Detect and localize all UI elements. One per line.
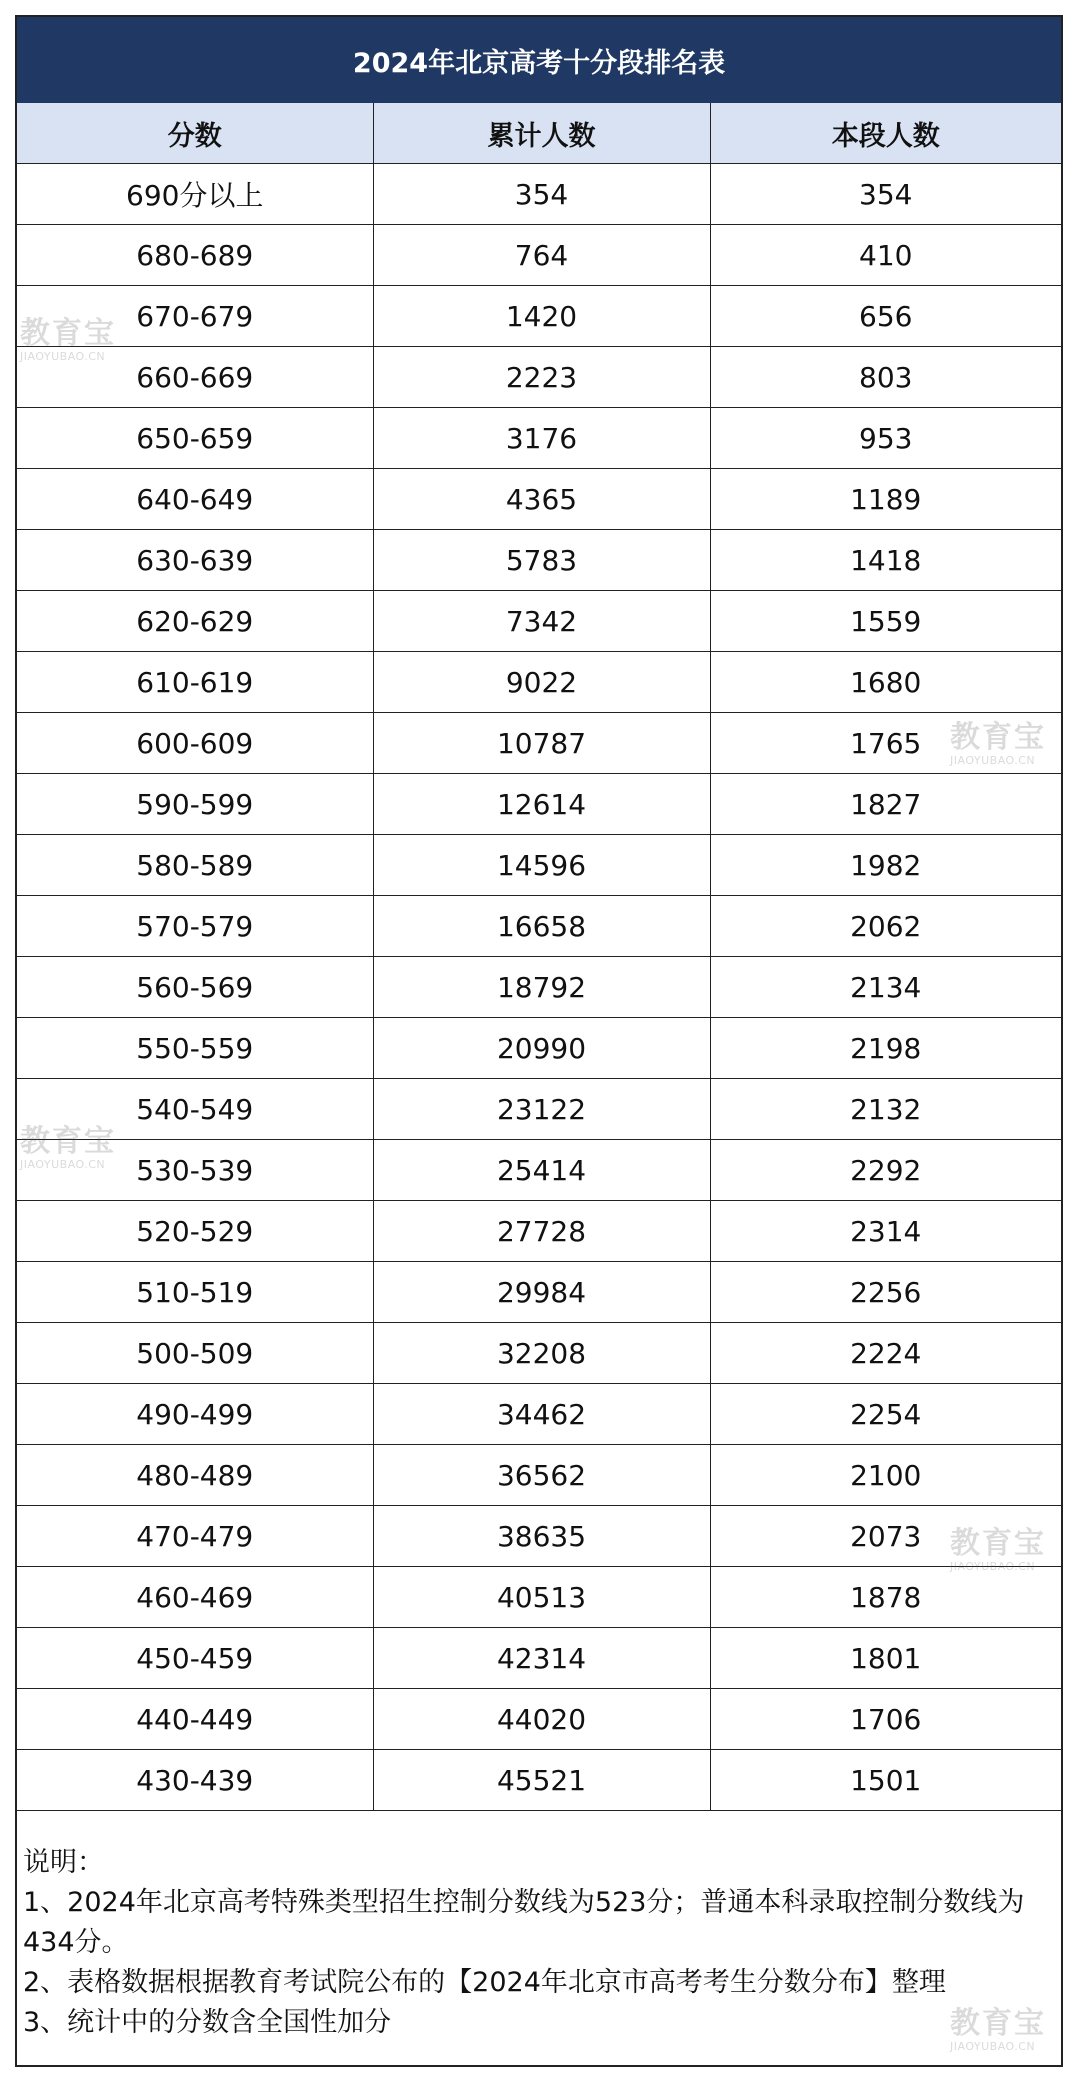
score-cell: 660-669 — [17, 347, 373, 408]
segment-count-cell: 2100 — [710, 1445, 1061, 1506]
table-row — [17, 1079, 1061, 1140]
watermark-logo: 教育宝 JIAOYUBAO.CN — [950, 1526, 1046, 1573]
cumulative-count-cell: 5783 — [373, 530, 710, 591]
table-row — [17, 1262, 1061, 1323]
cumulative-count-cell: 12614 — [373, 774, 710, 835]
segment-count-cell: 410 — [710, 225, 1061, 286]
cumulative-count-cell: 16658 — [373, 896, 710, 957]
table-row — [17, 1323, 1061, 1384]
cumulative-count-cell: 27728 — [373, 1201, 710, 1262]
ranking-sheet — [15, 15, 1063, 2067]
score-cell: 580-589 — [17, 835, 373, 896]
score-cell: 540-549 — [17, 1079, 373, 1140]
segment-count-cell: 2292 — [710, 1140, 1061, 1201]
score-cell: 590-599 — [17, 774, 373, 835]
table-row — [17, 957, 1061, 1018]
cumulative-count-cell: 1420 — [373, 286, 710, 347]
notes-heading: 说明： — [23, 1847, 104, 1878]
score-cell: 480-489 — [17, 1445, 373, 1506]
score-cell: 600-609 — [17, 713, 373, 774]
table-row — [17, 1445, 1061, 1506]
watermark-logo: 教育宝 JIAOYUBAO.CN — [950, 2006, 1046, 2053]
table-row — [17, 774, 1061, 835]
table-row — [17, 1750, 1061, 1811]
segment-count-cell: 1418 — [710, 530, 1061, 591]
table-row — [17, 1384, 1061, 1445]
table-row — [17, 1567, 1061, 1628]
score-cell: 430-439 — [17, 1750, 373, 1811]
table-row — [17, 713, 1061, 774]
score-cell: 570-579 — [17, 896, 373, 957]
score-ranking-table — [17, 103, 1061, 1811]
note-line-3: 3、统计中的分数含全国性加分 — [23, 2007, 392, 2038]
cumulative-count-cell: 764 — [373, 225, 710, 286]
segment-count-cell: 2062 — [710, 896, 1061, 957]
table-header-row — [17, 103, 1061, 164]
cumulative-count-cell: 40513 — [373, 1567, 710, 1628]
score-cell: 500-509 — [17, 1323, 373, 1384]
header-cumulative: 累计人数 — [373, 103, 710, 164]
score-cell: 490-499 — [17, 1384, 373, 1445]
table-row — [17, 225, 1061, 286]
cumulative-count-cell: 32208 — [373, 1323, 710, 1384]
segment-count-cell: 2314 — [710, 1201, 1061, 1262]
table-row — [17, 591, 1061, 652]
header-score: 分数 — [17, 103, 373, 164]
segment-count-cell: 656 — [710, 286, 1061, 347]
segment-count-cell: 1706 — [710, 1689, 1061, 1750]
cumulative-count-cell: 4365 — [373, 469, 710, 530]
score-cell: 470-479 — [17, 1506, 373, 1567]
cumulative-count-cell: 34462 — [373, 1384, 710, 1445]
score-cell: 560-569 — [17, 957, 373, 1018]
cumulative-count-cell: 23122 — [373, 1079, 710, 1140]
note-line-1: 1、2024年北京高考特殊类型招生控制分数线为523分；普通本科录取控制分数线为434分。 — [23, 1887, 1025, 1958]
score-cell: 440-449 — [17, 1689, 373, 1750]
segment-count-cell: 2224 — [710, 1323, 1061, 1384]
score-cell: 630-639 — [17, 530, 373, 591]
segment-count-cell: 953 — [710, 408, 1061, 469]
note-line-2: 2、表格数据根据教育考试院公布的【2024年北京市高考考生分数分布】整理 — [23, 1967, 946, 1998]
score-cell: 550-559 — [17, 1018, 373, 1079]
cumulative-count-cell: 7342 — [373, 591, 710, 652]
table-row — [17, 408, 1061, 469]
score-cell: 690分以上 — [17, 164, 373, 225]
cumulative-count-cell: 20990 — [373, 1018, 710, 1079]
table-row — [17, 347, 1061, 408]
header-segment: 本段人数 — [710, 103, 1061, 164]
segment-count-cell: 1559 — [710, 591, 1061, 652]
score-cell: 650-659 — [17, 408, 373, 469]
table-row — [17, 286, 1061, 347]
segment-count-cell: 1878 — [710, 1567, 1061, 1628]
table-body — [17, 164, 1061, 1811]
cumulative-count-cell: 3176 — [373, 408, 710, 469]
score-cell: 620-629 — [17, 591, 373, 652]
score-cell: 530-539 — [17, 1140, 373, 1201]
table-title: 2024年北京高考十分段排名表 — [17, 17, 1061, 103]
score-cell: 610-619 — [17, 652, 373, 713]
notes-section — [23, 1843, 1057, 2043]
table-row — [17, 896, 1061, 957]
table-row — [17, 652, 1061, 713]
table-row — [17, 1201, 1061, 1262]
table-row — [17, 1018, 1061, 1079]
segment-count-cell: 1189 — [710, 469, 1061, 530]
segment-count-cell: 1801 — [710, 1628, 1061, 1689]
segment-count-cell: 1827 — [710, 774, 1061, 835]
cumulative-count-cell: 29984 — [373, 1262, 710, 1323]
cumulative-count-cell: 36562 — [373, 1445, 710, 1506]
cumulative-count-cell: 14596 — [373, 835, 710, 896]
watermark-logo: 教育宝 JIAOYUBAO.CN — [20, 316, 116, 363]
score-cell: 670-679 — [17, 286, 373, 347]
table-row — [17, 469, 1061, 530]
table-row — [17, 530, 1061, 591]
score-cell: 510-519 — [17, 1262, 373, 1323]
segment-count-cell: 1680 — [710, 652, 1061, 713]
segment-count-cell: 2073 — [710, 1506, 1061, 1567]
table-row — [17, 1689, 1061, 1750]
segment-count-cell: 1501 — [710, 1750, 1061, 1811]
score-cell: 680-689 — [17, 225, 373, 286]
cumulative-count-cell: 44020 — [373, 1689, 710, 1750]
segment-count-cell: 2134 — [710, 957, 1061, 1018]
segment-count-cell: 2254 — [710, 1384, 1061, 1445]
segment-count-cell: 1982 — [710, 835, 1061, 896]
table-row — [17, 835, 1061, 896]
score-cell: 450-459 — [17, 1628, 373, 1689]
score-cell: 460-469 — [17, 1567, 373, 1628]
table-row — [17, 1628, 1061, 1689]
cumulative-count-cell: 42314 — [373, 1628, 710, 1689]
cumulative-count-cell: 38635 — [373, 1506, 710, 1567]
cumulative-count-cell: 45521 — [373, 1750, 710, 1811]
segment-count-cell: 803 — [710, 347, 1061, 408]
score-cell: 640-649 — [17, 469, 373, 530]
segment-count-cell: 2198 — [710, 1018, 1061, 1079]
cumulative-count-cell: 10787 — [373, 713, 710, 774]
segment-count-cell: 1765 — [710, 713, 1061, 774]
table-row — [17, 164, 1061, 225]
table-row — [17, 1140, 1061, 1201]
cumulative-count-cell: 9022 — [373, 652, 710, 713]
segment-count-cell: 2132 — [710, 1079, 1061, 1140]
segment-count-cell: 2256 — [710, 1262, 1061, 1323]
table-row — [17, 1506, 1061, 1567]
score-cell: 520-529 — [17, 1201, 373, 1262]
cumulative-count-cell: 354 — [373, 164, 710, 225]
watermark-logo: 教育宝 JIAOYUBAO.CN — [20, 1124, 116, 1171]
watermark-logo: 教育宝 JIAOYUBAO.CN — [950, 720, 1046, 767]
cumulative-count-cell: 2223 — [373, 347, 710, 408]
segment-count-cell: 354 — [710, 164, 1061, 225]
cumulative-count-cell: 25414 — [373, 1140, 710, 1201]
cumulative-count-cell: 18792 — [373, 957, 710, 1018]
